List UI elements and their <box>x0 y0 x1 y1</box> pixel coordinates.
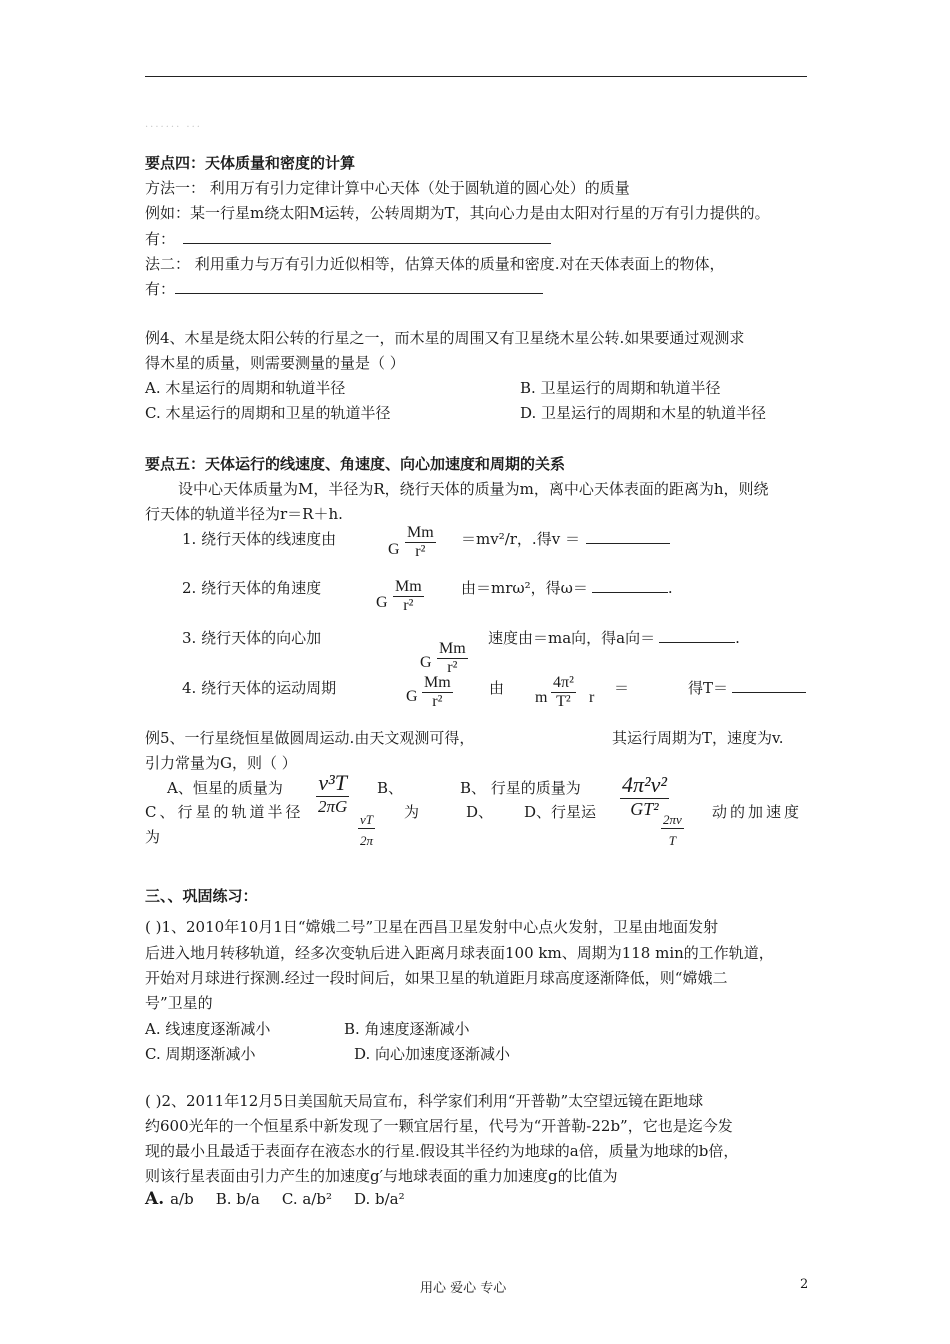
s4-method1: 方法一： 利用万有引力定律计算中心天体（处于圆轨道的圆心处）的质量 <box>145 179 630 197</box>
answer-blank-v[interactable] <box>586 529 670 544</box>
s5-item2: 2. 绕行天体的角速度 <box>182 579 322 597</box>
page-number: 2 <box>800 1277 809 1292</box>
s5-item4-eq: ＝ <box>614 679 630 697</box>
numerator: Mm <box>424 674 451 691</box>
q2-line1: ( )2、2011年12月5日美国航天局宣布，科学家们利用“开普勒”太空望远镜在距地球 <box>145 1092 704 1110</box>
header-faint-text: ······· ··· <box>145 122 202 133</box>
denominator: 2π <box>360 833 374 848</box>
ex5-option-d-tail: 动的加速度 <box>712 803 803 821</box>
ex5-option-d1: D、 <box>466 803 494 821</box>
denominator: r² <box>447 659 458 676</box>
q2-option-a: a/b <box>170 1190 194 1208</box>
q2-line4: 则该行星表面由引力产生的加速度g′与地球表面的重力加速度g的比值为 <box>145 1167 618 1185</box>
have-label: 有： <box>145 230 176 248</box>
m-symbol: m <box>535 689 548 706</box>
fraction-mm-r2 <box>405 524 436 561</box>
q2-line2: 约600光年的一个恒星系中新发现了一颗宜居行星，代号为“开普勒-22b”，它也是迄今发 <box>145 1117 733 1135</box>
fraction-vt-2pi <box>358 812 375 849</box>
denominator: T <box>668 833 677 848</box>
s5-item1-tail <box>461 528 670 549</box>
ex5-option-c-wei: 为 <box>404 803 420 821</box>
ex4-option-c: C. 木星运行的周期和卫星的轨道半径 <box>145 404 391 422</box>
header-rule <box>145 76 807 77</box>
q1-option-c: C. 周期逐渐减小 <box>145 1045 256 1063</box>
item3-eq: 速度由＝ma向，得a向＝ <box>488 629 656 647</box>
g-symbol: G <box>420 654 432 671</box>
ex5-wei: 为 <box>145 828 161 846</box>
ex5-option-c: C、行星的轨道半径 <box>145 803 304 821</box>
s5-para-line1: 设中心天体质量为M，半径为R，绕行天体的质量为m，离中心天体表面的距离为h，则绕 <box>178 480 769 498</box>
numerator: Mm <box>395 578 422 595</box>
denominator: r² <box>403 597 414 614</box>
section3-title: 三、、巩固练习： <box>145 887 258 905</box>
numerator: vT <box>358 812 375 829</box>
numerator: Mm <box>407 524 434 541</box>
answer-blank-t[interactable] <box>732 678 806 693</box>
denominator: 2πG <box>318 797 348 816</box>
answer-blank-1[interactable] <box>183 229 551 244</box>
denominator: r² <box>415 543 426 560</box>
numerator: Mm <box>439 640 466 657</box>
s4-have-1 <box>145 228 551 249</box>
denominator: T² <box>556 693 571 710</box>
q2-option-a-letter: A. <box>145 1189 165 1209</box>
item4-de: 得T＝ <box>688 679 729 697</box>
q1-line1: ( )1、2010年10月1日“嫦娥二号”卫星在西昌卫星发射中心点火发射，卫星由地面发射 <box>145 918 719 936</box>
fraction-mm-r2 <box>437 640 468 677</box>
ex4-option-b: B. 卫星运行的周期和轨道半径 <box>520 379 721 397</box>
s5-item4-tail <box>688 677 806 698</box>
q1-option-b: B. 角速度逐渐减小 <box>344 1020 470 1038</box>
section5-title: 要点五：天体运行的线速度、角速度、向心加速度和周期的关系 <box>145 455 566 473</box>
numerator: 4π²v² <box>622 772 667 797</box>
q1-line3: 开始对月球进行探测.经过一段时间后，如果卫星的轨道距月球高度逐渐降低，则“嫦娥二 <box>145 969 728 987</box>
ex5-option-b2: B、 行星的质量为 <box>460 779 581 797</box>
q1-option-d: D. 向心加速度逐渐减小 <box>354 1045 511 1063</box>
s5-item1: 1. 绕行天体的线速度由 <box>182 530 337 548</box>
answer-blank-2[interactable] <box>175 279 543 294</box>
ex4-option-a: A. 木星运行的周期和轨道半径 <box>145 379 346 397</box>
q1-line2: 后进入地月转移轨道，经多次变轨后进入距离月球表面100 km、周期为118 min的工作轨道， <box>145 944 774 962</box>
q2-option-b: B. b/a <box>215 1190 260 1208</box>
q1-line4: 号”卫星的 <box>145 994 213 1012</box>
fraction-2piv-t <box>661 812 684 849</box>
s4-example: 例如：某一行星m绕太阳M运转，公转周期为T，其向心力是由太阳对行星的万有引力提供的。 <box>145 204 770 222</box>
footer-text: 用心 爱心 专心 <box>420 1281 507 1296</box>
ex4-option-d: D. 卫星运行的周期和木星的轨道半径 <box>520 404 767 422</box>
numerator: 2πv <box>663 812 682 827</box>
q2-option-d: D. b/a² <box>353 1190 405 1208</box>
s4-method2: 法二： 利用重力与万有引力近似相等，估算天体的质量和密度.对在天体表面上的物体， <box>145 255 725 273</box>
s5-item4-you: 由 <box>489 679 505 697</box>
fraction-v3t-2pig <box>316 770 349 817</box>
s5-item3: 3. 绕行天体的向心加 <box>182 629 322 647</box>
r-symbol: r <box>589 689 595 706</box>
numerator: 4π² <box>553 674 574 691</box>
s4-have-2 <box>145 278 543 299</box>
ex4-line2: 得木星的质量，则需要测量的量是（ ） <box>145 354 405 372</box>
q2-option-c: C. a/b² <box>281 1190 332 1208</box>
q1-option-a: A. 线速度逐渐减小 <box>145 1020 271 1038</box>
answer-blank-omega[interactable] <box>592 578 668 593</box>
section4-title: 要点四：天体质量和密度的计算 <box>145 154 356 172</box>
have-label: 有： <box>145 280 176 298</box>
ex5-option-a: A、恒星的质量为 <box>167 779 283 797</box>
s5-item4: 4. 绕行天体的运动周期 <box>182 679 337 697</box>
q2-line3: 现的最小且最适于表面存在液态水的行星.假设其半径约为地球的a倍，质量为地球的b倍， <box>145 1142 739 1160</box>
denominator: r² <box>432 693 443 710</box>
q2-options <box>145 1189 405 1209</box>
fraction-4pi2-t2 <box>551 674 576 711</box>
s5-para-line2: 行天体的轨道半径为r＝R＋h. <box>145 505 343 523</box>
answer-blank-a[interactable] <box>659 628 735 643</box>
ex5-line1b: 其运行周期为T，速度为v. <box>612 729 784 747</box>
fraction-mm-r2 <box>422 674 453 711</box>
g-symbol: G <box>406 688 418 705</box>
item2-eq: 由＝mrω²，得ω＝ <box>461 579 588 597</box>
ex5-line2: 引力常量为G，则（ ） <box>145 754 297 772</box>
item1-eq: ＝mv²/r，.得v ＝ <box>461 530 580 548</box>
s5-item2-tail: 由＝mrω²，得ω＝ . <box>461 579 673 597</box>
ex5-line1a: 例5、一行星绕恒星做圆周运动.由天文观测可得， <box>145 729 475 747</box>
s5-item3-tail: 速度由＝ma向，得a向＝ . <box>488 629 740 647</box>
g-symbol: G <box>376 594 388 611</box>
g-symbol: G <box>388 541 400 558</box>
fraction-mm-r2 <box>393 578 424 615</box>
denominator: GT² <box>630 799 659 819</box>
ex5-option-b1: B、 <box>377 779 404 797</box>
ex5-option-d2: D、行星运 <box>524 803 597 821</box>
ex4-line1: 例4、木星是绕太阳公转的行星之一，而木星的周围又有卫星绕木星公转.如果要通过观测求 <box>145 329 745 347</box>
numerator: v³T <box>316 770 349 797</box>
